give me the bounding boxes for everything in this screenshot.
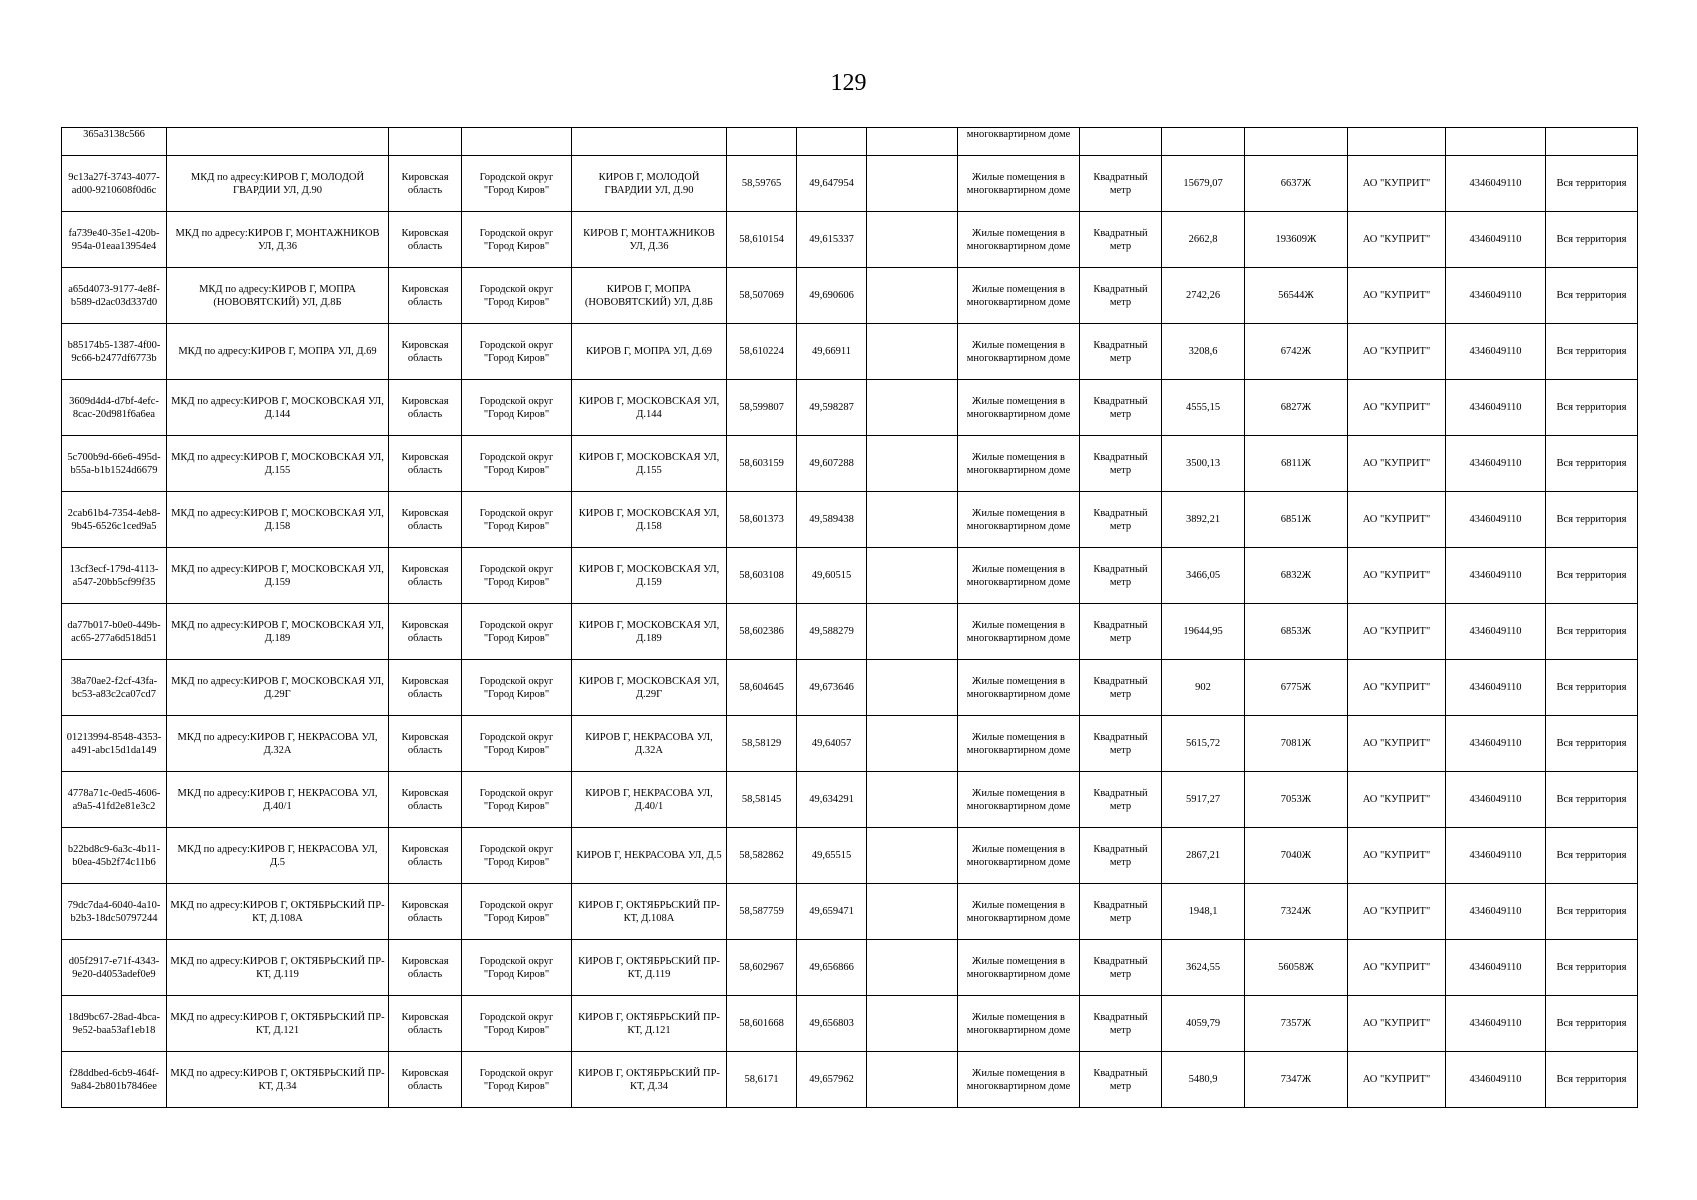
- cell-unit: Квадратный метр: [1080, 772, 1162, 828]
- cell-code: 6853Ж: [1245, 604, 1348, 660]
- cell-lon: 49,607288: [797, 436, 867, 492]
- cell-region: [389, 128, 462, 156]
- cell-address: КИРОВ Г, МОПРА (НОВОВЯТСКИЙ) УЛ, Д.8Б: [572, 268, 727, 324]
- cell-lat: 58,582862: [727, 828, 797, 884]
- cell-lon: 49,673646: [797, 660, 867, 716]
- cell-scope: Вся территория: [1546, 828, 1638, 884]
- cell-municipality: Городской округ "Город Киров": [462, 604, 572, 660]
- cell-purpose: Жилые помещения в многоквартирном доме: [958, 604, 1080, 660]
- cell-scope: Вся территория: [1546, 156, 1638, 212]
- cell-lat: 58,604645: [727, 660, 797, 716]
- cell-purpose: Жилые помещения в многоквартирном доме: [958, 996, 1080, 1052]
- cell-address: КИРОВ Г, МОСКОВСКАЯ УЛ, Д.189: [572, 604, 727, 660]
- cell-lon: 49,690606: [797, 268, 867, 324]
- table-row: [62, 716, 1638, 772]
- table-row: [62, 492, 1638, 548]
- cell-id: 79dc7da4-6040-4a10-b2b3-18dc50797244: [62, 884, 167, 940]
- cell-scope: Вся территория: [1546, 604, 1638, 660]
- cell-code: 6832Ж: [1245, 548, 1348, 604]
- cell-name: МКД по адресу:КИРОВ Г, МОСКОВСКАЯ УЛ, Д.29Г: [167, 660, 389, 716]
- table-row: [62, 380, 1638, 436]
- cell-scope: Вся территория: [1546, 772, 1638, 828]
- cell-municipality: Городской округ "Город Киров": [462, 660, 572, 716]
- cell-address: КИРОВ Г, МОСКОВСКАЯ УЛ, Д.29Г: [572, 660, 727, 716]
- cell-extra: [867, 604, 958, 660]
- cell-address: КИРОВ Г, МОНТАЖНИКОВ УЛ, Д.36: [572, 212, 727, 268]
- cell-inn: 4346049110: [1446, 548, 1546, 604]
- cell-extra: [867, 716, 958, 772]
- cell-extra: [867, 828, 958, 884]
- cell-purpose: Жилые помещения в многоквартирном доме: [958, 380, 1080, 436]
- cell-region: Кировская область: [389, 380, 462, 436]
- cell-purpose: многоквартирном доме: [958, 128, 1080, 156]
- cell-code: 6851Ж: [1245, 492, 1348, 548]
- cell-municipality: Городской округ "Город Киров": [462, 436, 572, 492]
- cell-name: МКД по адресу:КИРОВ Г, ОКТЯБРЬСКИЙ ПР-КТ, Д.34: [167, 1052, 389, 1108]
- cell-address: КИРОВ Г, ОКТЯБРЬСКИЙ ПР-КТ, Д.108А: [572, 884, 727, 940]
- cell-area: [1162, 128, 1245, 156]
- cell-name: МКД по адресу:КИРОВ Г, ОКТЯБРЬСКИЙ ПР-КТ, Д.121: [167, 996, 389, 1052]
- cell-purpose: Жилые помещения в многоквартирном доме: [958, 212, 1080, 268]
- cell-lon: 49,66911: [797, 324, 867, 380]
- table-row: [62, 436, 1638, 492]
- table-row: [62, 268, 1638, 324]
- cell-lat: [727, 128, 797, 156]
- cell-purpose: Жилые помещения в многоквартирном доме: [958, 940, 1080, 996]
- cell-lon: 49,634291: [797, 772, 867, 828]
- cell-unit: Квадратный метр: [1080, 548, 1162, 604]
- cell-scope: Вся территория: [1546, 1052, 1638, 1108]
- cell-lon: 49,656803: [797, 996, 867, 1052]
- cell-region: Кировская область: [389, 604, 462, 660]
- cell-name: МКД по адресу:КИРОВ Г, МОСКОВСКАЯ УЛ, Д.144: [167, 380, 389, 436]
- cell-lon: 49,656866: [797, 940, 867, 996]
- cell-address: КИРОВ Г, НЕКРАСОВА УЛ, Д.5: [572, 828, 727, 884]
- cell-region: Кировская область: [389, 324, 462, 380]
- cell-code: [1245, 128, 1348, 156]
- cell-purpose: Жилые помещения в многоквартирном доме: [958, 548, 1080, 604]
- cell-lat: 58,601373: [727, 492, 797, 548]
- cell-inn: 4346049110: [1446, 268, 1546, 324]
- cell-extra: [867, 212, 958, 268]
- cell-address: КИРОВ Г, НЕКРАСОВА УЛ, Д.40/1: [572, 772, 727, 828]
- cell-lon: 49,589438: [797, 492, 867, 548]
- cell-extra: [867, 324, 958, 380]
- cell-lon: 49,588279: [797, 604, 867, 660]
- cell-lat: 58,587759: [727, 884, 797, 940]
- table-row: [62, 156, 1638, 212]
- cell-extra: [867, 884, 958, 940]
- cell-region: Кировская область: [389, 492, 462, 548]
- cell-region: Кировская область: [389, 1052, 462, 1108]
- cell-org: АО "КУПРИТ": [1348, 548, 1446, 604]
- cell-area: 5917,27: [1162, 772, 1245, 828]
- cell-id: 01213994-8548-4353-a491-abc15d1da149: [62, 716, 167, 772]
- cell-area: 3500,13: [1162, 436, 1245, 492]
- cell-code: 6775Ж: [1245, 660, 1348, 716]
- cell-code: 6637Ж: [1245, 156, 1348, 212]
- cell-scope: Вся территория: [1546, 940, 1638, 996]
- cell-lon: 49,60515: [797, 548, 867, 604]
- cell-org: АО "КУПРИТ": [1348, 940, 1446, 996]
- cell-scope: Вся территория: [1546, 996, 1638, 1052]
- cell-lon: 49,615337: [797, 212, 867, 268]
- cell-region: Кировская область: [389, 156, 462, 212]
- cell-lat: 58,58129: [727, 716, 797, 772]
- table-row: [62, 660, 1638, 716]
- cell-address: КИРОВ Г, МОЛОДОЙ ГВАРДИИ УЛ, Д.90: [572, 156, 727, 212]
- cell-unit: Квадратный метр: [1080, 156, 1162, 212]
- cell-org: АО "КУПРИТ": [1348, 716, 1446, 772]
- cell-region: Кировская область: [389, 772, 462, 828]
- cell-inn: 4346049110: [1446, 492, 1546, 548]
- cell-org: АО "КУПРИТ": [1348, 156, 1446, 212]
- table-row: [62, 772, 1638, 828]
- cell-org: АО "КУПРИТ": [1348, 884, 1446, 940]
- cell-municipality: Городской округ "Город Киров": [462, 772, 572, 828]
- cell-region: Кировская область: [389, 436, 462, 492]
- cell-name: МКД по адресу:КИРОВ Г, МОСКОВСКАЯ УЛ, Д.155: [167, 436, 389, 492]
- cell-address: КИРОВ Г, МОСКОВСКАЯ УЛ, Д.159: [572, 548, 727, 604]
- cell-region: Кировская область: [389, 884, 462, 940]
- cell-code: 7040Ж: [1245, 828, 1348, 884]
- cell-inn: 4346049110: [1446, 660, 1546, 716]
- cell-extra: [867, 492, 958, 548]
- cell-purpose: Жилые помещения в многоквартирном доме: [958, 492, 1080, 548]
- cell-purpose: Жилые помещения в многоквартирном доме: [958, 1052, 1080, 1108]
- cell-area: 3208,6: [1162, 324, 1245, 380]
- cell-code: 56544Ж: [1245, 268, 1348, 324]
- cell-address: КИРОВ Г, НЕКРАСОВА УЛ, Д.32А: [572, 716, 727, 772]
- cell-code: 7053Ж: [1245, 772, 1348, 828]
- cell-id: b85174b5-1387-4f00-9c66-b2477df6773b: [62, 324, 167, 380]
- table-row: [62, 212, 1638, 268]
- cell-unit: Квадратный метр: [1080, 716, 1162, 772]
- cell-scope: Вся территория: [1546, 548, 1638, 604]
- cell-area: 3624,55: [1162, 940, 1245, 996]
- cell-address: [572, 128, 727, 156]
- cell-area: 2742,26: [1162, 268, 1245, 324]
- cell-municipality: Городской округ "Город Киров": [462, 828, 572, 884]
- cell-purpose: Жилые помещения в многоквартирном доме: [958, 716, 1080, 772]
- cell-scope: Вся территория: [1546, 884, 1638, 940]
- cell-org: АО "КУПРИТ": [1348, 212, 1446, 268]
- cell-name: МКД по адресу:КИРОВ Г, МОСКОВСКАЯ УЛ, Д.158: [167, 492, 389, 548]
- cell-area: 3892,21: [1162, 492, 1245, 548]
- cell-code: 6811Ж: [1245, 436, 1348, 492]
- cell-municipality: Городской округ "Город Киров": [462, 212, 572, 268]
- cell-id: b22bd8c9-6a3c-4b11-b0ea-45b2f74c11b6: [62, 828, 167, 884]
- registry-table: [61, 127, 1638, 1108]
- cell-lat: 58,6171: [727, 1052, 797, 1108]
- cell-id: 365a3138c566: [62, 128, 167, 156]
- cell-address: КИРОВ Г, МОСКОВСКАЯ УЛ, Д.144: [572, 380, 727, 436]
- cell-inn: 4346049110: [1446, 436, 1546, 492]
- cell-extra: [867, 156, 958, 212]
- cell-lon: [797, 128, 867, 156]
- table-row: [62, 324, 1638, 380]
- cell-lon: 49,657962: [797, 1052, 867, 1108]
- cell-scope: Вся территория: [1546, 380, 1638, 436]
- cell-lat: 58,603159: [727, 436, 797, 492]
- cell-org: АО "КУПРИТ": [1348, 380, 1446, 436]
- cell-scope: Вся территория: [1546, 716, 1638, 772]
- cell-unit: Квадратный метр: [1080, 492, 1162, 548]
- cell-name: МКД по адресу:КИРОВ Г, МОПРА УЛ, Д.69: [167, 324, 389, 380]
- cell-area: 19644,95: [1162, 604, 1245, 660]
- cell-unit: [1080, 128, 1162, 156]
- cell-id: 18d9bc67-28ad-4bca-9e52-baa53af1eb18: [62, 996, 167, 1052]
- cell-name: МКД по адресу:КИРОВ Г, ОКТЯБРЬСКИЙ ПР-КТ, Д.108А: [167, 884, 389, 940]
- continued-row: [62, 128, 1638, 156]
- cell-org: [1348, 128, 1446, 156]
- cell-unit: Квадратный метр: [1080, 436, 1162, 492]
- table-row: [62, 884, 1638, 940]
- cell-municipality: Городской округ "Город Киров": [462, 940, 572, 996]
- cell-region: Кировская область: [389, 660, 462, 716]
- cell-purpose: Жилые помещения в многоквартирном доме: [958, 324, 1080, 380]
- cell-area: 902: [1162, 660, 1245, 716]
- cell-org: АО "КУПРИТ": [1348, 436, 1446, 492]
- cell-municipality: Городской округ "Город Киров": [462, 156, 572, 212]
- cell-purpose: Жилые помещения в многоквартирном доме: [958, 436, 1080, 492]
- cell-inn: 4346049110: [1446, 884, 1546, 940]
- cell-id: f28ddbed-6cb9-464f-9a84-2b801b7846ee: [62, 1052, 167, 1108]
- cell-org: АО "КУПРИТ": [1348, 828, 1446, 884]
- cell-extra: [867, 128, 958, 156]
- cell-municipality: Городской округ "Город Киров": [462, 548, 572, 604]
- cell-municipality: Городской округ "Город Киров": [462, 884, 572, 940]
- cell-address: КИРОВ Г, МОСКОВСКАЯ УЛ, Д.158: [572, 492, 727, 548]
- table-row: [62, 548, 1638, 604]
- cell-inn: 4346049110: [1446, 156, 1546, 212]
- cell-id: 9c13a27f-3743-4077-ad00-9210608f0d6c: [62, 156, 167, 212]
- cell-code: 6827Ж: [1245, 380, 1348, 436]
- table-row: [62, 828, 1638, 884]
- table-row: [62, 996, 1638, 1052]
- cell-lon: 49,659471: [797, 884, 867, 940]
- cell-lat: 58,59765: [727, 156, 797, 212]
- cell-area: 1948,1: [1162, 884, 1245, 940]
- cell-id: fa739e40-35e1-420b-954a-01eaa13954e4: [62, 212, 167, 268]
- cell-name: МКД по адресу:КИРОВ Г, НЕКРАСОВА УЛ, Д.32А: [167, 716, 389, 772]
- cell-id: 38a70ae2-f2cf-43fa-bc53-a83c2ca07cd7: [62, 660, 167, 716]
- cell-lat: 58,610154: [727, 212, 797, 268]
- cell-municipality: Городской округ "Город Киров": [462, 268, 572, 324]
- cell-unit: Квадратный метр: [1080, 604, 1162, 660]
- cell-id: a65d4073-9177-4e8f-b589-d2ac03d337d0: [62, 268, 167, 324]
- cell-id: 5c700b9d-66e6-495d-b55a-b1b1524d6679: [62, 436, 167, 492]
- cell-lat: 58,603108: [727, 548, 797, 604]
- cell-address: КИРОВ Г, ОКТЯБРЬСКИЙ ПР-КТ, Д.34: [572, 1052, 727, 1108]
- table-row: [62, 604, 1638, 660]
- cell-inn: [1446, 128, 1546, 156]
- cell-unit: Квадратный метр: [1080, 828, 1162, 884]
- cell-inn: 4346049110: [1446, 1052, 1546, 1108]
- cell-name: МКД по адресу:КИРОВ Г, МОСКОВСКАЯ УЛ, Д.189: [167, 604, 389, 660]
- cell-extra: [867, 548, 958, 604]
- cell-scope: Вся территория: [1546, 492, 1638, 548]
- cell-id: 2cab61b4-7354-4eb8-9b45-6526c1ced9a5: [62, 492, 167, 548]
- cell-area: 4555,15: [1162, 380, 1245, 436]
- cell-name: МКД по адресу:КИРОВ Г, МОСКОВСКАЯ УЛ, Д.159: [167, 548, 389, 604]
- cell-code: 7081Ж: [1245, 716, 1348, 772]
- cell-lat: 58,58145: [727, 772, 797, 828]
- cell-extra: [867, 436, 958, 492]
- cell-scope: Вся территория: [1546, 324, 1638, 380]
- cell-name: [167, 128, 389, 156]
- cell-inn: 4346049110: [1446, 996, 1546, 1052]
- cell-address: КИРОВ Г, ОКТЯБРЬСКИЙ ПР-КТ, Д.119: [572, 940, 727, 996]
- cell-region: Кировская область: [389, 212, 462, 268]
- cell-code: 7357Ж: [1245, 996, 1348, 1052]
- cell-scope: Вся территория: [1546, 436, 1638, 492]
- cell-inn: 4346049110: [1446, 380, 1546, 436]
- table-row: [62, 940, 1638, 996]
- cell-lon: 49,65515: [797, 828, 867, 884]
- cell-unit: Квадратный метр: [1080, 268, 1162, 324]
- cell-unit: Квадратный метр: [1080, 884, 1162, 940]
- cell-region: Кировская область: [389, 828, 462, 884]
- cell-unit: Квадратный метр: [1080, 940, 1162, 996]
- cell-unit: Квадратный метр: [1080, 1052, 1162, 1108]
- cell-code: 193609Ж: [1245, 212, 1348, 268]
- cell-area: 2867,21: [1162, 828, 1245, 884]
- cell-code: 7347Ж: [1245, 1052, 1348, 1108]
- cell-id: 4778a71c-0ed5-4606-a9a5-41fd2e81e3c2: [62, 772, 167, 828]
- cell-inn: 4346049110: [1446, 604, 1546, 660]
- page-number: 129: [830, 70, 867, 96]
- cell-code: 7324Ж: [1245, 884, 1348, 940]
- cell-lat: 58,602967: [727, 940, 797, 996]
- cell-purpose: Жилые помещения в многоквартирном доме: [958, 828, 1080, 884]
- cell-unit: Квадратный метр: [1080, 996, 1162, 1052]
- cell-extra: [867, 996, 958, 1052]
- cell-lat: 58,602386: [727, 604, 797, 660]
- cell-lat: 58,610224: [727, 324, 797, 380]
- cell-area: 4059,79: [1162, 996, 1245, 1052]
- cell-inn: 4346049110: [1446, 324, 1546, 380]
- cell-name: МКД по адресу:КИРОВ Г, МОНТАЖНИКОВ УЛ, Д.36: [167, 212, 389, 268]
- cell-area: 5480,9: [1162, 1052, 1245, 1108]
- cell-region: Кировская область: [389, 996, 462, 1052]
- cell-extra: [867, 380, 958, 436]
- cell-address: КИРОВ Г, МОСКОВСКАЯ УЛ, Д.155: [572, 436, 727, 492]
- cell-org: АО "КУПРИТ": [1348, 1052, 1446, 1108]
- cell-lat: 58,507069: [727, 268, 797, 324]
- cell-org: АО "КУПРИТ": [1348, 324, 1446, 380]
- cell-area: 3466,05: [1162, 548, 1245, 604]
- cell-inn: 4346049110: [1446, 828, 1546, 884]
- cell-municipality: Городской округ "Город Киров": [462, 324, 572, 380]
- cell-scope: Вся территория: [1546, 660, 1638, 716]
- cell-org: АО "КУПРИТ": [1348, 492, 1446, 548]
- cell-purpose: Жилые помещения в многоквартирном доме: [958, 884, 1080, 940]
- cell-municipality: Городской округ "Город Киров": [462, 380, 572, 436]
- cell-name: МКД по адресу:КИРОВ Г, ОКТЯБРЬСКИЙ ПР-КТ, Д.119: [167, 940, 389, 996]
- cell-scope: Вся территория: [1546, 212, 1638, 268]
- cell-region: Кировская область: [389, 716, 462, 772]
- cell-area: 2662,8: [1162, 212, 1245, 268]
- cell-purpose: Жилые помещения в многоквартирном доме: [958, 156, 1080, 212]
- cell-unit: Квадратный метр: [1080, 660, 1162, 716]
- cell-lat: 58,601668: [727, 996, 797, 1052]
- cell-org: АО "КУПРИТ": [1348, 268, 1446, 324]
- cell-purpose: Жилые помещения в многоквартирном доме: [958, 772, 1080, 828]
- cell-municipality: Городской округ "Город Киров": [462, 996, 572, 1052]
- cell-name: МКД по адресу:КИРОВ Г, НЕКРАСОВА УЛ, Д.40/1: [167, 772, 389, 828]
- cell-id: 13cf3ecf-179d-4113-a547-20bb5cf99f35: [62, 548, 167, 604]
- cell-name: МКД по адресу:КИРОВ Г, НЕКРАСОВА УЛ, Д.5: [167, 828, 389, 884]
- cell-code: 6742Ж: [1245, 324, 1348, 380]
- cell-scope: Вся территория: [1546, 268, 1638, 324]
- cell-lon: 49,64057: [797, 716, 867, 772]
- cell-org: АО "КУПРИТ": [1348, 660, 1446, 716]
- cell-municipality: Городской округ "Город Киров": [462, 716, 572, 772]
- cell-id: 3609d4d4-d7bf-4efc-8cac-20d981f6a6ea: [62, 380, 167, 436]
- cell-org: АО "КУПРИТ": [1348, 772, 1446, 828]
- cell-extra: [867, 268, 958, 324]
- cell-unit: Квадратный метр: [1080, 212, 1162, 268]
- cell-name: МКД по адресу:КИРОВ Г, МОПРА (НОВОВЯТСКИЙ) УЛ, Д.8Б: [167, 268, 389, 324]
- cell-purpose: Жилые помещения в многоквартирном доме: [958, 660, 1080, 716]
- cell-inn: 4346049110: [1446, 940, 1546, 996]
- cell-area: 5615,72: [1162, 716, 1245, 772]
- cell-region: Кировская область: [389, 268, 462, 324]
- cell-id: da77b017-b0e0-449b-ac65-277a6d518d51: [62, 604, 167, 660]
- cell-region: Кировская область: [389, 548, 462, 604]
- cell-address: КИРОВ Г, ОКТЯБРЬСКИЙ ПР-КТ, Д.121: [572, 996, 727, 1052]
- cell-lon: 49,598287: [797, 380, 867, 436]
- cell-inn: 4346049110: [1446, 716, 1546, 772]
- cell-lon: 49,647954: [797, 156, 867, 212]
- cell-extra: [867, 772, 958, 828]
- cell-unit: Квадратный метр: [1080, 380, 1162, 436]
- cell-purpose: Жилые помещения в многоквартирном доме: [958, 268, 1080, 324]
- cell-municipality: Городской округ "Город Киров": [462, 1052, 572, 1108]
- cell-code: 56058Ж: [1245, 940, 1348, 996]
- cell-extra: [867, 660, 958, 716]
- cell-extra: [867, 940, 958, 996]
- cell-scope: [1546, 128, 1638, 156]
- cell-area: 15679,07: [1162, 156, 1245, 212]
- cell-municipality: [462, 128, 572, 156]
- cell-lat: 58,599807: [727, 380, 797, 436]
- cell-org: АО "КУПРИТ": [1348, 604, 1446, 660]
- table-row: [62, 1052, 1638, 1108]
- cell-id: d05f2917-e71f-4343-9e20-d4053adef0e9: [62, 940, 167, 996]
- cell-inn: 4346049110: [1446, 212, 1546, 268]
- cell-extra: [867, 1052, 958, 1108]
- cell-name: МКД по адресу:КИРОВ Г, МОЛОДОЙ ГВАРДИИ УЛ, Д.90: [167, 156, 389, 212]
- cell-inn: 4346049110: [1446, 772, 1546, 828]
- cell-org: АО "КУПРИТ": [1348, 996, 1446, 1052]
- cell-region: Кировская область: [389, 940, 462, 996]
- registry-body: [62, 128, 1638, 1108]
- cell-address: КИРОВ Г, МОПРА УЛ, Д.69: [572, 324, 727, 380]
- cell-municipality: Городской округ "Город Киров": [462, 492, 572, 548]
- cell-unit: Квадратный метр: [1080, 324, 1162, 380]
